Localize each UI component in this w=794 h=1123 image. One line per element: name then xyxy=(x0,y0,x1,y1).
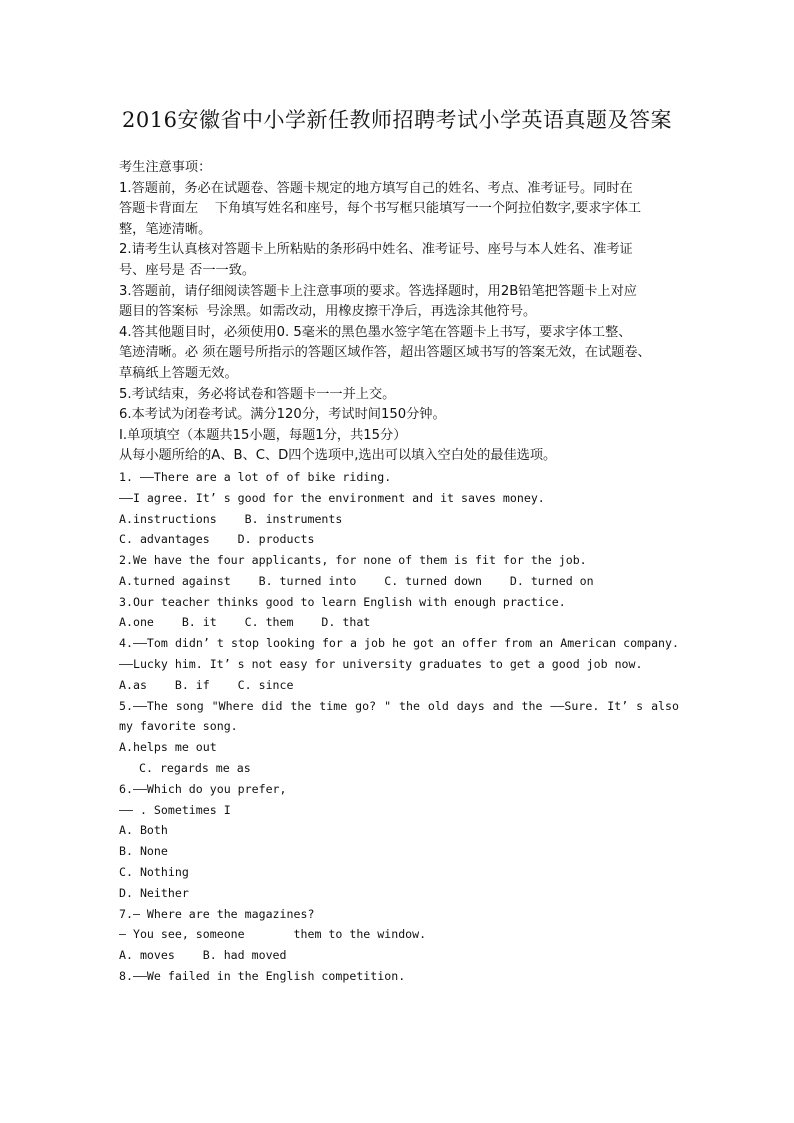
option-line: A.helps me out xyxy=(119,740,217,755)
document-body xyxy=(119,158,679,987)
option-line: C. advantages D. products xyxy=(119,532,315,547)
question-line: ——I agree. It’ s good for the environment and it saves money. xyxy=(119,490,545,505)
notice-line: 1.答题前，务必在试题卷、答题卡规定的地方填写自己的姓名、考点、准考证号。同时在 xyxy=(119,180,633,196)
option-line: A.one B. it C. them D. that xyxy=(119,615,371,630)
notice-line: 号、座号是 否一一致。 xyxy=(119,262,256,278)
option-line: A. Both xyxy=(119,823,168,838)
notice-line: 4.答其他题目时，必须使用0. 5毫米的黑色墨水签字笔在答题卡上书写，要求字体工整、 xyxy=(119,324,632,340)
notice-line: 答题卡背面左 下角填写姓名和座号，每个书写框只能填写一一个阿拉伯数字,要求字体工 xyxy=(119,201,642,217)
option-line: B. None xyxy=(119,844,168,859)
question-line: 3.Our teacher thinks good to learn English with enough practice. xyxy=(119,594,566,609)
notice-line: 整，笔迹清晰。 xyxy=(119,221,212,237)
question-line: 1. ——There are a lot of of bike riding. xyxy=(119,469,392,484)
question-list xyxy=(119,467,679,987)
option-line: A.as B. if C. since xyxy=(119,677,294,692)
notice-line: 2.请考生认真核对答题卡上所粘贴的条形码中姓名、准考证号、座号与本人姓名、准考证 xyxy=(119,242,633,258)
question-line: 6.——Which do you prefer, xyxy=(119,781,287,796)
option-line: D. Neither xyxy=(119,885,189,900)
notice-line: 草稿纸上答题无效。 xyxy=(119,365,238,381)
question-line: —— . Sometimes I xyxy=(119,802,231,817)
notice-line: 3.答题前，请仔细阅读答题卡上注意事项的要求。答选择题时，用2B铅笔把答题卡上对应 xyxy=(119,283,637,299)
option-line: C. regards me as xyxy=(139,761,251,776)
option-line: A. moves B. had moved xyxy=(119,948,287,963)
option-line: A.turned against B. turned into C. turned down D. turned on xyxy=(119,573,594,588)
notice-line: 5.考试结束，务必将试卷和答题卡一一并上交。 xyxy=(119,386,396,402)
section-one xyxy=(119,426,679,467)
section-heading: I.单项填空（本题共15小题，每题1分，共15分） xyxy=(119,427,407,443)
question-line: 8.——We failed in the English competition. xyxy=(119,969,406,984)
option-line: C. Nothing xyxy=(119,865,189,880)
notice-line: 笔迹清晰。必 须在题号所指示的答题区域作答，超出答题区域书写的答案无效，在试题卷、 xyxy=(119,345,651,361)
section-instruction: 从每小题所给的A、B、C、D四个选项中,选出可以填入空白处的最佳选项。 xyxy=(119,448,557,464)
question-line: 7.— Where are the magazines? xyxy=(119,906,315,921)
question-line: — You see, someone them to the window. xyxy=(119,927,427,942)
question-line: 2.We have the four applicants, for none of them is fit for the job. xyxy=(119,553,587,568)
question-4-text: 4.——Tom didn’ t stop looking for a job he got an offer from an American company. ——Lucky him. It’ s not easy for university graduates to get a good job now. xyxy=(119,636,679,672)
option-line: A.instructions B. instruments xyxy=(119,511,343,526)
question-5-text: 5.——The song "Where did the time go? " the old days and the ——Sure. It’ s also my favorite song. xyxy=(119,698,679,734)
notice-line: 6.本考试为闭卷考试。满分120分，考试时间150分钟。 xyxy=(119,407,446,423)
notice-line: 题目的答案标 号涂黑。如需改动，用橡皮擦干净后，再选涂其他符号。 xyxy=(119,304,537,320)
notice-heading: 考生注意事项： xyxy=(119,160,212,175)
page-title: 2016安徽省中小学新任教师招聘考试小学英语真题及答案 xyxy=(122,108,672,132)
notice-section xyxy=(119,158,679,426)
